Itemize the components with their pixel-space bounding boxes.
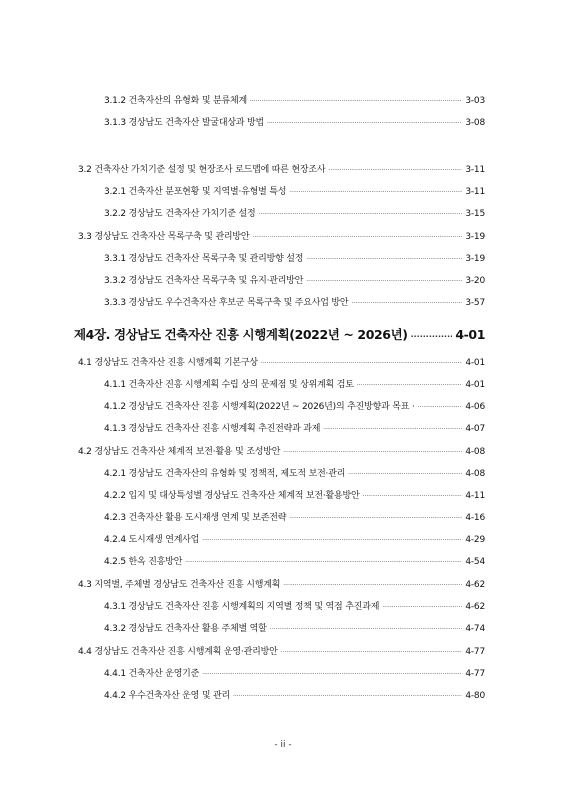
toc-entry-4-2-5[interactable] [104,556,485,569]
dot-leader [281,647,463,659]
toc-entry-page: 4-54 [465,557,485,567]
toc-entry-title: 4.3.1 경상남도 건축자산 진흥 시행계획의 지역별 정책 및 역점 추진과제 [104,602,380,612]
dot-leader [351,298,462,310]
dot-leader [289,187,462,199]
toc-entry-3-1-2[interactable] [104,95,485,108]
toc-entry-title: 3.2 건축자산 가치기준 설정 및 현장조사 로드맵에 따른 현장조사 [78,165,326,175]
toc-entry-title: 4.1.3 경상남도 건축자산 진흥 시행계획 추진전략과 과제 [104,424,321,434]
toc-entry-title: 3.3.2 경상남도 건축자산 목록구축 및 유지·관리방안 [104,276,304,286]
toc-entry-page: 3-19 [465,254,485,264]
toc-entry-title: 4.4.1 건축자산 운영기준 [104,669,200,679]
dot-leader [357,380,463,392]
toc-entry-page: 3-20 [465,276,485,286]
dot-leader [411,329,453,345]
dot-leader [202,535,462,547]
toc-entry-3-2-2[interactable] [104,208,485,221]
toc-entry-page: 3-57 [465,298,485,308]
toc-entry-4-2[interactable] [78,446,485,459]
toc-entry-4-1-3[interactable] [104,423,485,436]
toc-entry-page: 3-03 [465,96,485,106]
dot-leader [328,165,462,177]
toc-entry-title: 4.2.4 도시재생 연계사업 [104,535,200,545]
dot-leader [261,358,462,370]
toc-entry-title: 4.2 경상남도 건축자산 체계적 보전·활용 및 조성방안 [78,447,281,457]
toc-entry-page: 4-77 [465,669,485,679]
toc-entry-page: 4-16 [465,513,485,523]
toc-entry-4-1-1[interactable] [104,379,485,392]
toc-entry-3-3[interactable] [78,231,485,244]
toc-entry-4-2-1[interactable] [104,468,485,481]
dot-leader [185,557,462,569]
toc-entry-page: 4-08 [465,469,485,479]
toc-entry-page: 4-62 [465,580,485,590]
toc-entry-title: 4.1 경상남도 건축자산 진흥 시행계획 기본구상 [78,358,258,368]
toc-entry-title: 3.2.2 경상남도 건축자산 가치기준 설정 [104,209,256,219]
dot-leader [348,469,462,481]
toc-entry-4-4[interactable] [78,646,485,659]
toc-entry-3-1-3[interactable] [104,117,485,130]
toc-entry-3-3-1[interactable] [104,253,485,266]
toc-entry-title: 3.2.1 건축자산 분포현황 및 지역별·유형별 특성 [104,187,287,197]
toc-entry-title: 4.3.2 경상남도 건축자산 활용 주체별 역할 [104,624,267,634]
dot-leader [267,118,462,130]
toc-entry-title: 4.2.3 건축자산 활용 도시재생 연계 및 보존전략 [104,513,287,523]
dot-leader [306,254,462,266]
toc-entry-page: 4-11 [465,491,485,501]
toc-entry-title: 4.4.2 우수건축자산 운영 및 관리 [104,691,230,701]
dot-leader [250,96,462,108]
dot-leader [382,602,462,614]
toc-entry-title: 4.2.2 입지 및 대상특성별 경상남도 건축자산 체계적 보전·활용방안 [104,491,360,501]
toc-entry-title: 제4장. 경상남도 건축자산 진흥 시행계획(2022년 ~ 2026년) [74,327,408,342]
dot-leader [306,276,462,288]
toc-entry-4-1-2[interactable] [104,401,485,414]
page-footer-number: - ii - [274,740,292,750]
toc-entry-page: 4-62 [465,602,485,612]
dot-leader [363,491,463,503]
toc-entry-3-2[interactable] [78,164,485,177]
dot-leader [270,624,463,636]
dot-leader [252,232,462,244]
toc-entry-page: 4-01 [455,327,485,342]
toc-entry-3-2-1[interactable] [104,186,485,199]
toc-entry-3-3-2[interactable] [104,275,485,288]
toc-entry-title: 3.1.3 경상남도 건축자산 발굴대상과 방법 [104,118,264,128]
toc-entry-page: 3-19 [465,232,485,242]
dot-leader [418,402,463,414]
toc-entry-title: 4.4 경상남도 건축자산 진흥 시행계획 운영·관리방안 [78,647,278,657]
toc-entry-title: 3.3 경상남도 건축자산 목록구축 및 관리방안 [78,232,250,242]
toc-entry-page: 3-11 [465,187,485,197]
toc-entry-title: 3.1.2 건축자산의 유형화 및 분류체계 [104,96,247,106]
toc-entry-title: 3.3.3 경상남도 우수건축자산 후보군 목록구축 및 주요사업 방안 [104,298,349,308]
toc-entry-title: 4.2.5 한옥 진흥방안 [104,557,183,567]
toc-entry-title: 4.2.1 경상남도 건축자산의 유형화 및 정책적, 제도적 보전·관리 [104,469,346,479]
dot-leader [283,580,462,592]
toc-entry-4-1[interactable] [78,357,485,370]
dot-leader [283,447,462,459]
toc-entry-page: 4-80 [465,691,485,701]
toc-entry-4-4-2[interactable] [104,690,485,703]
toc-entry-title: 4.1.1 건축자산 진흥 시행계획 수립 상의 문제점 및 상위계획 검토 [104,380,354,390]
toc-entry-title: 4.3 지역별, 주체별 경상남도 건축자산 진흥 시행계획 [78,580,281,590]
toc-entry-page: 4-01 [465,380,485,390]
toc-entry-page: 4-07 [465,424,485,434]
toc-entry-page: 4-06 [465,402,485,412]
toc-entry-page: 4-77 [465,647,485,657]
dot-leader [233,691,462,703]
toc-entry-page: 3-11 [465,165,485,175]
toc-entry-page: 4-01 [465,358,485,368]
toc-entry-4-3-2[interactable] [104,623,485,636]
toc-entry-title: 4.1.2 경상남도 건축자산 진흥 시행계획(2022년 ~ 2026년)의 추진방향과 목표 · [104,402,415,412]
toc-entry-4-2-2[interactable] [104,490,485,503]
toc-entry-4-3-1[interactable] [104,601,485,614]
toc-entry-4-4-1[interactable] [104,668,485,681]
toc-entry-page: 4-74 [465,624,485,634]
toc-entry-4-3[interactable] [78,579,485,592]
toc-entry-page: 4-08 [465,447,485,457]
dot-leader [258,209,462,221]
toc-entry-page: 3-08 [465,118,485,128]
toc-entry-3-3-3[interactable] [104,297,485,310]
toc-entry-4-2-4[interactable] [104,534,485,547]
dot-leader [323,424,462,436]
dot-leader [289,513,462,525]
toc-entry-4-2-3[interactable] [104,512,485,525]
toc-entry-title: 3.3.1 경상남도 건축자산 목록구축 및 관리방향 설정 [104,254,304,264]
toc-entry-page: 4-29 [465,535,485,545]
toc-entry-page: 3-15 [465,209,485,219]
toc-entry-chapter-4[interactable] [74,327,485,345]
dot-leader [202,669,462,681]
